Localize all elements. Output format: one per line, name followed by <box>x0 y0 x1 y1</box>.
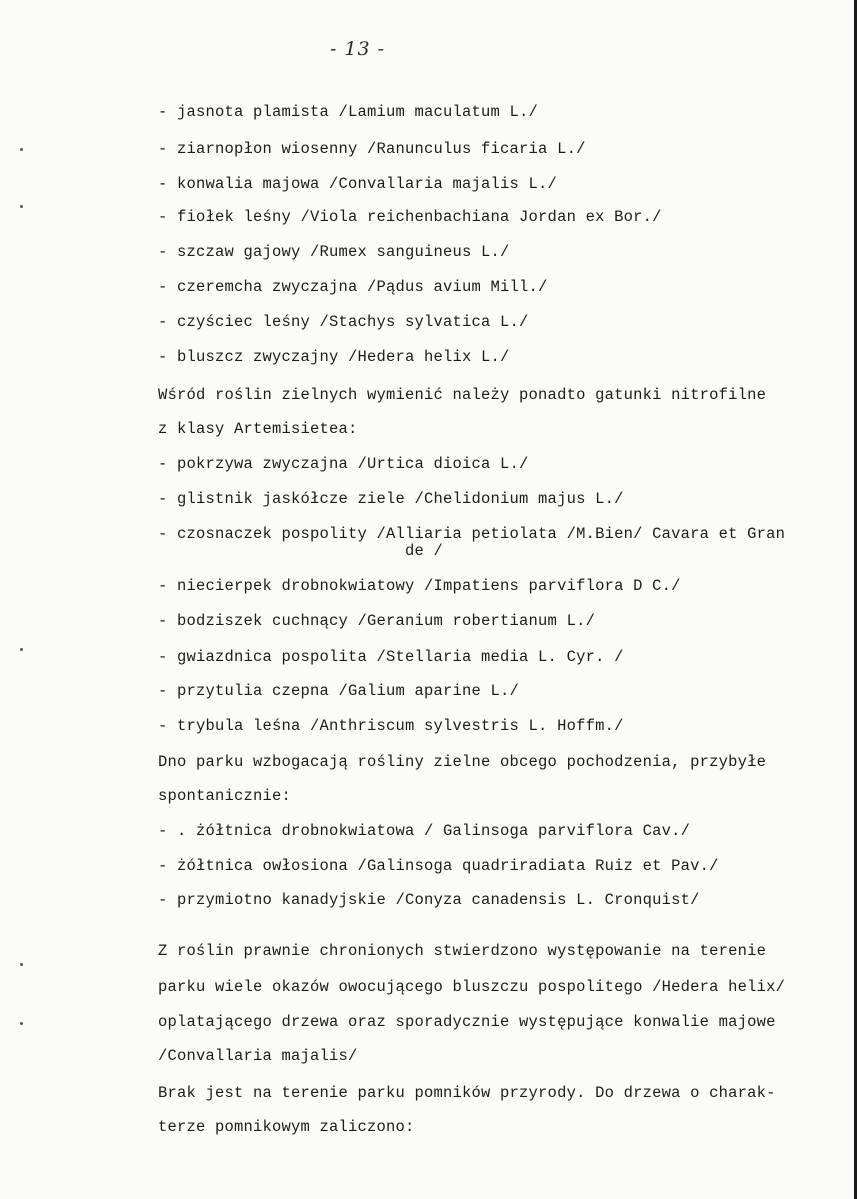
text-line: - fiołek leśny /Viola reichenbachiana Jordan ex Bor./ <box>158 208 662 226</box>
scan-speck <box>20 1022 23 1025</box>
text-line: - czosnaczek pospolity /Alliaria petiolata /M.Bien/ Cavara et Gran <box>158 525 786 543</box>
text-line: /Convallaria majalis/ <box>158 1047 358 1065</box>
text-line: Brak jest na terenie parku pomników przyrody. Do drzewa o charak- <box>158 1084 776 1102</box>
text-line: z klasy Artemisietea: <box>158 420 358 438</box>
scan-speck <box>20 648 23 651</box>
scan-speck <box>20 148 23 151</box>
text-line: - jasnota plamista /Lamium maculatum L./ <box>158 103 539 121</box>
text-line: parku wiele okazów owocującego bluszczu pospolitego /Hedera helix/ <box>158 978 786 996</box>
text-line: Dno parku wzbogacają rośliny zielne obcego pochodzenia, przybyłe <box>158 753 767 771</box>
text-line: - żółtnica owłosiona /Galinsoga quadriradiata Ruiz et Pav./ <box>158 857 719 875</box>
text-line: - czyściec leśny /Stachys sylvatica L./ <box>158 313 529 331</box>
text-line: spontanicznie: <box>158 787 292 805</box>
text-line: - pokrzywa zwyczajna /Urtica dioica L./ <box>158 455 529 473</box>
text-line: oplatającego drzewa oraz sporadycznie występujące konwalie majowe <box>158 1013 776 1031</box>
text-line: - bodziszek cuchnący /Geranium robertianum L./ <box>158 612 596 630</box>
scan-speck <box>20 963 23 966</box>
text-line: - bluszcz zwyczajny /Hedera helix L./ <box>158 348 510 366</box>
text-line: - przymiotno kanadyjskie /Conyza canadensis L. Cronquist/ <box>158 891 700 909</box>
text-line: - gwiazdnica pospolita /Stellaria media L. Cyr. / <box>158 648 624 666</box>
text-line: Z roślin prawnie chronionych stwierdzono występowanie na terenie <box>158 942 767 960</box>
page-number: - 13 - <box>330 38 386 60</box>
text-line: - ziarnopłon wiosenny /Ranunculus ficaria L./ <box>158 140 586 158</box>
text-line: - przytulia czepna /Galium aparine L./ <box>158 682 520 700</box>
text-line: - konwalia majowa /Convallaria majalis L./ <box>158 175 558 193</box>
scan-speck <box>20 205 23 208</box>
text-line: - glistnik jaskółcze ziele /Chelidonium majus L./ <box>158 490 624 508</box>
text-line: - niecierpek drobnokwiatowy /Impatiens parviflora D C./ <box>158 577 681 595</box>
text-line-continuation: de / <box>405 542 444 560</box>
text-line: Wśród roślin zielnych wymienić należy ponadto gatunki nitrofilne <box>158 386 767 404</box>
text-line: - trybula leśna /Anthriscum sylvestris L. Hoffm./ <box>158 717 624 735</box>
text-line: - . żółtnica drobnokwiatowa / Galinsoga parviflora Cav./ <box>158 822 691 840</box>
text-line: terze pomnikowym zaliczono: <box>158 1118 415 1136</box>
text-line: - szczaw gajowy /Rumex sanguineus L./ <box>158 243 510 261</box>
text-line: - czeremcha zwyczajna /Pądus avium Mill./ <box>158 278 548 296</box>
